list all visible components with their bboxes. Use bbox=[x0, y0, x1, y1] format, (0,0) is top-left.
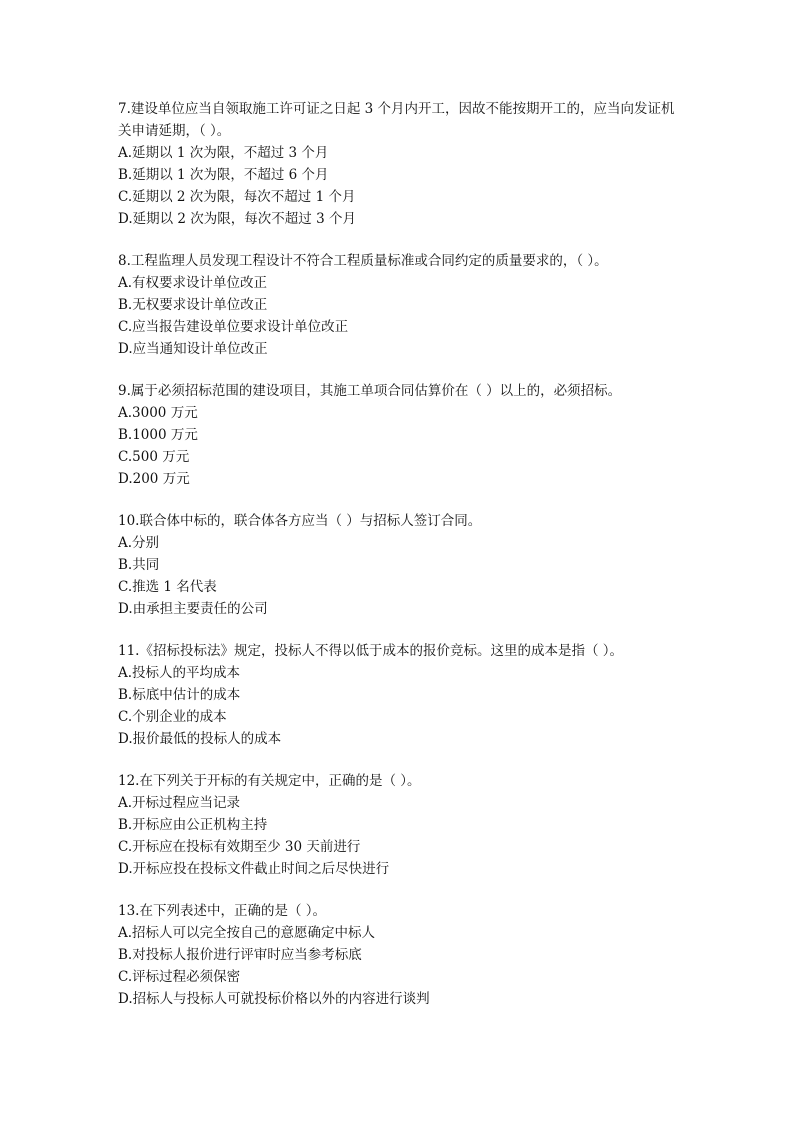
option-d: D.由承担主要责任的公司 bbox=[118, 601, 268, 617]
option-list bbox=[118, 532, 683, 620]
document-page bbox=[118, 98, 683, 1030]
question-13 bbox=[118, 900, 683, 1010]
option-c: C.个别企业的成本 bbox=[118, 709, 227, 725]
question-8 bbox=[118, 250, 683, 360]
option-d: D.200 万元 bbox=[118, 471, 190, 487]
option-a: A.开标过程应当记录 bbox=[118, 795, 241, 811]
option-d: D.招标人与投标人可就投标价格以外的内容进行谈判 bbox=[118, 991, 430, 1007]
question-stem: 10.联合体中标的，联合体各方应当（ ）与招标人签订合同。 bbox=[118, 513, 482, 529]
question-12 bbox=[118, 770, 683, 880]
option-d: D.应当通知设计单位改正 bbox=[118, 341, 268, 357]
question-9 bbox=[118, 380, 683, 490]
option-list bbox=[118, 142, 683, 230]
option-a: A.3000 万元 bbox=[118, 405, 198, 421]
option-c: C.延期以 2 次为限，每次不超过 1 个月 bbox=[118, 189, 356, 205]
question-stem: 7.建设单位应当自领取施工许可证之日起 3 个月内开工，因故不能按期开工的，应当向发证机关申请延期，（ ）。 bbox=[118, 101, 675, 139]
option-a: A.有权要求设计单位改正 bbox=[118, 275, 268, 291]
question-stem: 13.在下列表述中，正确的是（ ）。 bbox=[118, 903, 327, 919]
question-stem: 12.在下列关于开标的有关规定中，正确的是（ ）。 bbox=[118, 773, 421, 789]
option-c: C.评标过程必须保密 bbox=[118, 969, 241, 985]
question-stem: 11.《招标投标法》规定，投标人不得以低于成本的报价竞标。这里的成本是指（ ）。 bbox=[118, 643, 624, 659]
option-d: D.报价最低的投标人的成本 bbox=[118, 731, 282, 747]
option-list bbox=[118, 792, 683, 880]
option-a: A.招标人可以完全按自己的意愿确定中标人 bbox=[118, 925, 376, 941]
option-d: D.开标应投在投标文件截止时间之后尽快进行 bbox=[118, 861, 390, 877]
option-a: A.延期以 1 次为限，不超过 3 个月 bbox=[118, 145, 329, 161]
question-10 bbox=[118, 510, 683, 620]
option-a: A.分别 bbox=[118, 535, 160, 551]
option-d: D.延期以 2 次为限，每次不超过 3 个月 bbox=[118, 211, 356, 227]
option-b: B.开标应由公正机构主持 bbox=[118, 817, 268, 833]
option-b: B.无权要求设计单位改正 bbox=[118, 297, 268, 313]
option-b: B.标底中估计的成本 bbox=[118, 687, 241, 703]
option-c: C.500 万元 bbox=[118, 449, 190, 465]
option-a: A.投标人的平均成本 bbox=[118, 665, 241, 681]
option-b: B.延期以 1 次为限，不超过 6 个月 bbox=[118, 167, 329, 183]
option-c: C.开标应在投标有效期至少 30 天前进行 bbox=[118, 839, 361, 855]
option-b: B.对投标人报价进行评审时应当参考标底 bbox=[118, 947, 362, 963]
option-b: B.共同 bbox=[118, 557, 160, 573]
question-11 bbox=[118, 640, 683, 750]
question-stem: 9.属于必须招标范围的建设项目，其施工单项合同估算价在（ ）以上的，必须招标。 bbox=[118, 383, 622, 399]
question-7 bbox=[118, 98, 683, 230]
question-stem: 8.工程监理人员发现工程设计不符合工程质量标准或合同约定的质量要求的，（ ）。 bbox=[118, 253, 608, 269]
option-list bbox=[118, 922, 683, 1010]
option-b: B.1000 万元 bbox=[118, 427, 198, 443]
option-c: C.应当报告建设单位要求设计单位改正 bbox=[118, 319, 349, 335]
option-list bbox=[118, 402, 683, 490]
option-list bbox=[118, 662, 683, 750]
option-c: C.推选 1 名代表 bbox=[118, 579, 217, 595]
option-list bbox=[118, 272, 683, 360]
